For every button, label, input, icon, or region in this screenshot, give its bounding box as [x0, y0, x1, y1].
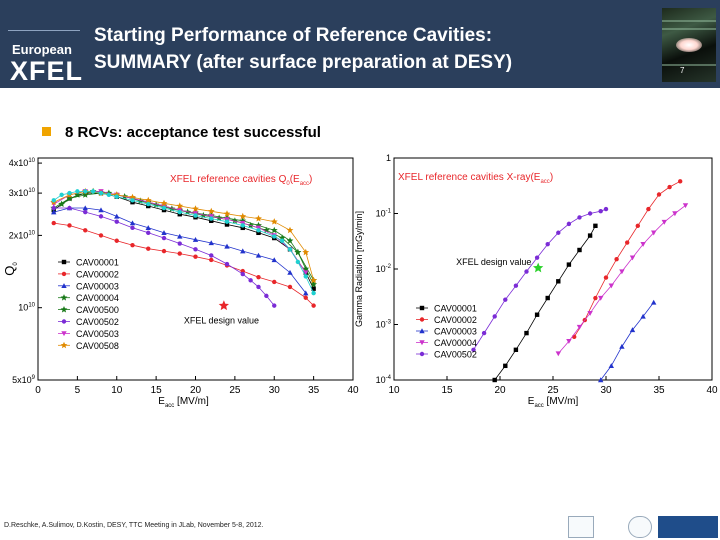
chart1-legend-label: CAV00503: [76, 328, 119, 339]
chart2-x-tick-label: 10: [388, 385, 400, 396]
chart1-data-point: [107, 193, 111, 197]
chart1-legend-label: CAV00004: [76, 293, 119, 304]
chart2-series-line-2: [601, 302, 654, 380]
chart1-data-point: [311, 291, 315, 295]
chart1-legend-label: CAV00002: [76, 269, 119, 280]
chart1-data-point: [162, 206, 166, 210]
chart1-data-point: [296, 260, 300, 264]
slide-title-line1: Starting Performance of Reference Cavities:: [94, 25, 493, 46]
chart1-legend-label: CAV00001: [76, 257, 119, 268]
chart1-data-point: [225, 220, 229, 224]
chart2-data-point: [588, 211, 592, 215]
chart1-legend-marker: [61, 306, 68, 313]
chart1-y-tick-label: $3x10^{10}$: [8, 188, 35, 199]
slide-number: 7: [680, 66, 685, 75]
chart2-legend-label: CAV00001: [434, 303, 477, 314]
chart1-data-point: [146, 202, 150, 206]
partner-logo-2: [628, 516, 652, 538]
chart1-data-point: [114, 214, 119, 219]
chart2-x-tick-label: 35: [653, 385, 665, 396]
chart1-data-point: [146, 247, 150, 251]
chart1-data-point: [130, 220, 135, 225]
chart1-data-point: [272, 303, 276, 307]
logo-text-european: European: [12, 42, 72, 57]
chart1-y-tick-label: $5x10^9$: [12, 375, 35, 385]
chart2-y-axis-label: Gamma Radiation [mGy/min]: [354, 210, 364, 328]
chart1-y-tick-label: $2x10^{10}$: [8, 230, 35, 241]
chart1-data-point: [271, 218, 278, 225]
chart1-data-point: [83, 189, 87, 193]
chart1-data-point: [162, 249, 166, 253]
chart1-design-value-label: XFEL design value: [183, 315, 260, 326]
chart2-data-point: [625, 240, 629, 244]
chart1-data-point: [67, 191, 71, 195]
chart2-data-point: [604, 207, 608, 211]
chart2-data-point: [535, 255, 539, 259]
chart2-data-point: [556, 351, 561, 356]
chart2-legend-marker: [420, 306, 424, 310]
chart1-data-point: [304, 296, 308, 300]
chart2-title: XFEL reference cavities $X-ray(E_{acc})$: [398, 172, 554, 185]
chart2-design-value-star-icon: [533, 263, 543, 273]
chart2-data-point: [524, 269, 528, 273]
chart1-legend-marker: [62, 319, 66, 323]
chart2-data-point: [577, 215, 581, 219]
chart2-data-point: [651, 300, 656, 305]
chart2-data-point: [503, 297, 507, 301]
chart2-y-tick-label: $10^{-4}$: [375, 375, 391, 385]
chart1-y-tick-label: $4x10^{10}$: [8, 158, 35, 169]
chart1-data-point: [225, 262, 229, 266]
chart2-data-point: [556, 279, 560, 283]
chart1-data-point: [193, 255, 197, 259]
chart1-data-point: [256, 285, 260, 289]
chart2-data-point: [535, 313, 539, 317]
chart1-data-point: [115, 239, 119, 243]
chart1-data-point: [209, 258, 213, 262]
chart2-data-point: [577, 248, 581, 252]
chart2-y-tick-label: $10^{-3}$: [375, 319, 391, 330]
chart1-data-point: [130, 226, 134, 230]
chart2-legend-label: CAV00002: [434, 315, 477, 325]
chart1-data-point: [272, 234, 276, 238]
chart2-design-value-label: XFEL design value: [456, 257, 532, 267]
chart2-data-point: [598, 296, 603, 301]
logo-text-xfel: XFEL: [10, 56, 84, 86]
chart2-y-tick-label: $10^{-2}$: [375, 264, 391, 274]
chart1-legend-label: CAV00508: [76, 340, 119, 351]
chart1-data-point: [241, 272, 245, 276]
chart1-title: XFEL reference cavities $Q_0(E_{acc})$: [170, 174, 313, 187]
chart2-data-point: [567, 222, 571, 226]
chart2-data-point: [593, 296, 597, 300]
chart2-x-axis-label: $E_{acc}$ [MV/m]: [527, 396, 579, 409]
chart1-data-point: [256, 228, 260, 232]
chart2-data-point: [503, 364, 507, 368]
chart1-data-point: [130, 198, 134, 202]
chart1-data-point: [193, 213, 197, 217]
chart1-data-point: [115, 194, 119, 198]
chart2-legend-label: CAV00004: [434, 338, 477, 348]
chart1-legend-label: CAV00502: [76, 317, 119, 327]
chart1-data-point: [91, 189, 95, 193]
chart1-data-point: [99, 233, 103, 237]
chart1-x-tick-label: 15: [150, 385, 162, 396]
chart2-data-point: [657, 192, 661, 196]
chart1-data-point: [256, 275, 260, 279]
chart1-data-point: [52, 198, 56, 202]
chart1-x-tick-label: 25: [229, 385, 241, 396]
chart2-data-point: [482, 331, 486, 335]
chart2-data-point: [599, 209, 603, 213]
chart2-y-axis-label-group: [354, 211, 364, 327]
chart2-data-point: [593, 224, 597, 228]
chart1-data-point: [248, 278, 252, 282]
chart1-data-point: [209, 216, 213, 220]
chart1-data-point: [59, 193, 63, 197]
chart1-data-point: [288, 285, 292, 289]
chart1-data-point: [178, 251, 182, 255]
partner-logo-1: [568, 516, 594, 538]
chart1-data-point: [83, 228, 87, 232]
chart1-data-point: [193, 247, 197, 251]
chart2-data-point: [556, 231, 560, 235]
chart2-data-point: [678, 179, 682, 183]
chart1-x-tick-label: 30: [268, 385, 280, 396]
chart2-legend-label: CAV00502: [434, 349, 477, 360]
chart2-legend-label: CAV00003: [434, 326, 477, 337]
chart1-data-point: [255, 215, 262, 222]
chart2-x-tick-label: 30: [600, 385, 612, 396]
chart1-legend-label: CAV00003: [76, 281, 119, 292]
chart1-data-point: [67, 206, 71, 210]
chart2-data-point: [514, 284, 518, 288]
chart1-y-tick-label: $10^{10}$: [18, 302, 35, 313]
chart1-design-value-star-icon: [219, 300, 229, 310]
chart1-data-point: [99, 214, 103, 218]
chart1-x-tick-label: 10: [111, 385, 123, 396]
chart2-data-point: [683, 203, 688, 208]
chart1-data-point: [302, 249, 309, 256]
chart2-data-point: [636, 224, 640, 228]
chart1-y-axis-label-group: [2, 262, 19, 276]
chart1-data-point: [264, 294, 268, 298]
chart1-x-tick-label: 40: [347, 385, 359, 396]
chart2-x-tick-label: 25: [547, 385, 559, 396]
chart1-data-point: [272, 280, 276, 284]
chart2-y-tick-label: 1: [385, 153, 391, 163]
chart2-data-point: [546, 242, 550, 246]
slide-title-line2: SUMMARY (after surface preparation at DESY): [94, 52, 513, 73]
chart1-data-point: [280, 239, 284, 243]
chart2-y-tick-label: $10^{-1}$: [375, 208, 391, 219]
chart1-data-point: [115, 220, 119, 224]
chart1-data-point: [209, 253, 213, 257]
chart1-data-point: [178, 210, 182, 214]
chart2-data-point: [646, 207, 650, 211]
footer-citation: D.Reschke, A.Sulimov, D.Kostin, DESY, TTC Meeting in JLab, November 5-8, 2012.: [4, 522, 264, 529]
chart2-data-point: [604, 275, 608, 279]
chart1-data-point: [304, 274, 308, 278]
chart2-x-tick-label: 40: [706, 385, 718, 396]
bullet-text: 8 RCVs: acceptance test successful: [65, 124, 321, 141]
chart2-data-point: [614, 257, 618, 261]
chart1-data-point: [67, 223, 71, 227]
chart2-series-line-4: [474, 209, 607, 350]
chart1-legend-marker: [62, 272, 66, 276]
chart1-data-point: [75, 189, 79, 193]
chart2-data-point: [609, 363, 614, 368]
chart2-data-point: [567, 262, 571, 266]
chart1-legend-marker: [62, 260, 66, 264]
chart2-data-point: [524, 331, 528, 335]
chart2-data-point: [493, 314, 497, 318]
chart1-data-point: [287, 227, 294, 234]
chart2-data-point: [667, 185, 671, 189]
chart1-legend-marker: [61, 342, 68, 349]
chart1-x-tick-label: 35: [308, 385, 320, 396]
chart1-x-axis-label: $E_{acc}$ [MV/m]: [158, 396, 209, 409]
chart1-legend-marker: [61, 294, 68, 301]
chart1-x-tick-label: 5: [74, 385, 81, 396]
chart1-data-point: [52, 221, 56, 225]
chart1-data-point: [178, 241, 182, 245]
chart1-x-tick-label: 20: [189, 385, 202, 396]
chart1-data-point: [146, 231, 150, 235]
chart1-legend-label: CAV00500: [76, 305, 119, 316]
chart2-legend-marker: [420, 317, 424, 321]
chart1-data-point: [241, 223, 245, 227]
chart1-x-tick-label: 0: [35, 385, 41, 396]
chart2-data-point: [588, 233, 592, 237]
chart1-data-point: [288, 247, 292, 251]
helmholtz-logo: [658, 516, 718, 538]
chart1-data-point: [99, 191, 103, 195]
chart1-data-point: [311, 303, 315, 307]
chart2-data-point: [546, 296, 550, 300]
chart2-data-point: [493, 378, 497, 382]
chart2-legend-marker: [420, 352, 424, 356]
chart1-data-point: [83, 210, 87, 214]
chart1-data-point: [162, 236, 166, 240]
chart2-data-point: [619, 344, 624, 349]
chart2-data-point: [514, 348, 518, 352]
chart1-y-axis-label: $Q_0$: [2, 262, 19, 276]
chart1-data-point: [130, 243, 134, 247]
chart2-x-tick-label: 20: [494, 385, 506, 396]
chart2-x-tick-label: 15: [441, 385, 453, 396]
